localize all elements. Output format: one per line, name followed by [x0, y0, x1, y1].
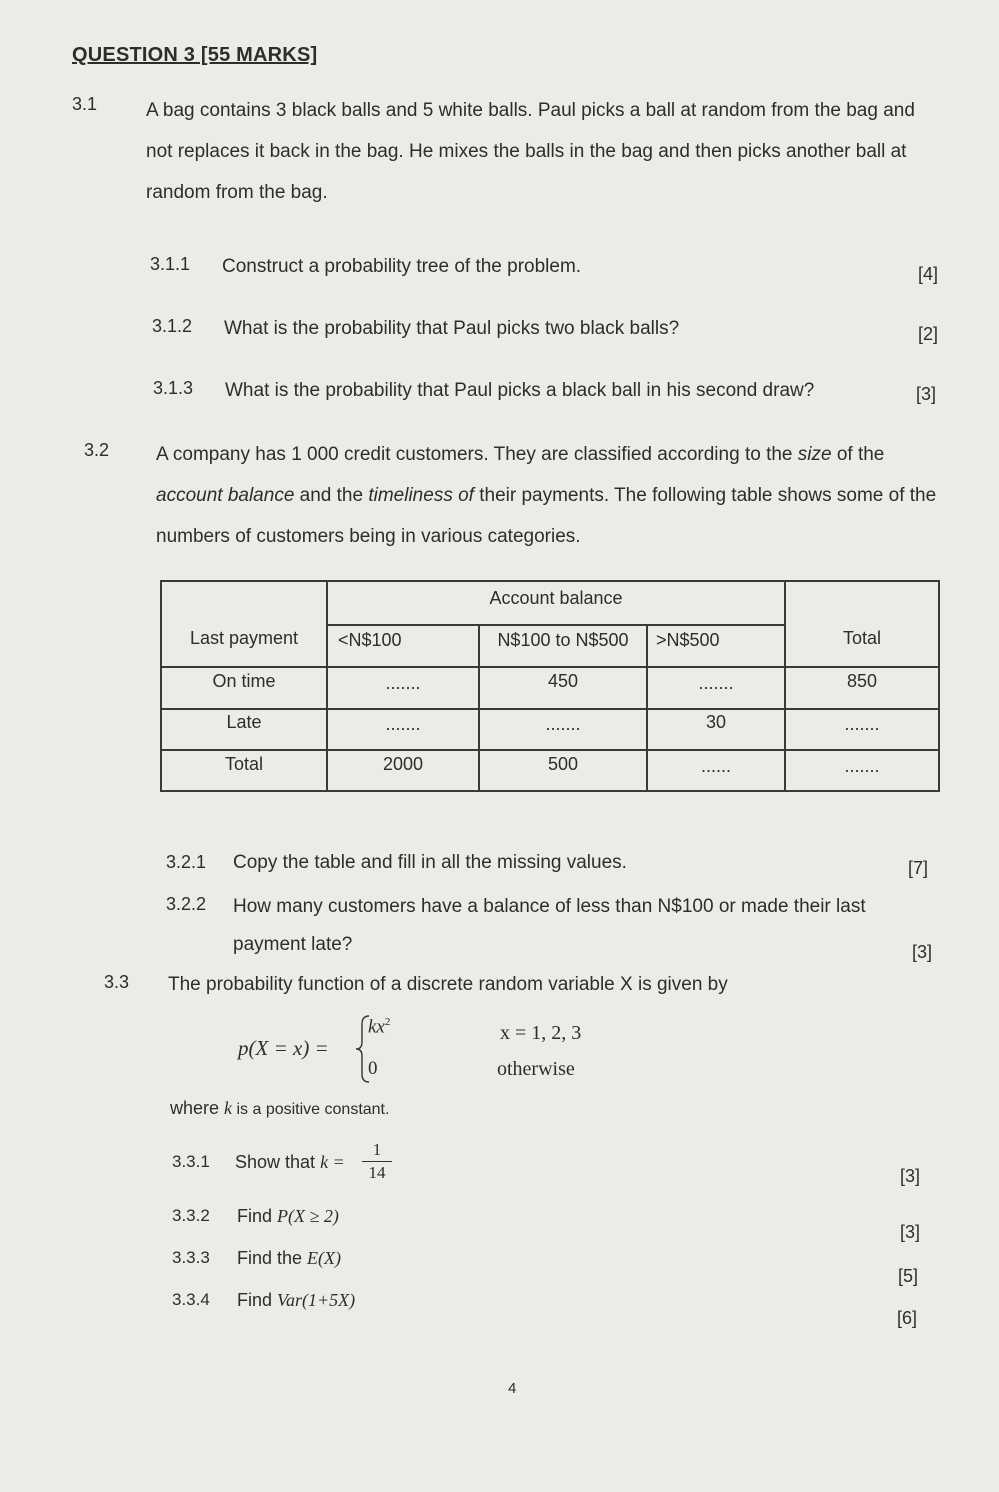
- where-text: where k is a positive constant.: [170, 1098, 390, 1118]
- subquestion-text: Find the E(X): [237, 1248, 342, 1268]
- fraction-numerator: 1: [372, 1140, 382, 1159]
- table-column-header: >N$500: [656, 630, 720, 650]
- marks: [7]: [908, 858, 929, 878]
- table-cell: .......: [698, 673, 734, 693]
- subquestion-text: What is the probability that Paul picks a black ball in his second draw?: [225, 380, 815, 401]
- question-number: 3.1: [72, 94, 98, 114]
- fraction: [362, 1140, 392, 1183]
- table-row-header: Last payment: [189, 628, 299, 648]
- table-row-label: Total: [224, 754, 264, 774]
- subquestion-text: Show that k =: [235, 1152, 345, 1172]
- subquestion-text: Construct a probability tree of the problem.: [222, 256, 582, 277]
- subquestion-text: How many customers have a balance of less than N$100 or made their last: [233, 896, 866, 917]
- subquestion-number: 3.3.4: [172, 1290, 210, 1309]
- subquestion-text: Find Var(1+5X): [237, 1290, 356, 1310]
- table-column-header: <N$100: [338, 630, 402, 650]
- subquestion-number: 3.3.1: [172, 1152, 210, 1171]
- table-cell: 450: [547, 671, 579, 691]
- subquestion-text-continued: payment late?: [233, 934, 353, 955]
- marks: [3]: [900, 1166, 921, 1186]
- table-cell: 500: [547, 754, 579, 774]
- question-text: The probability function of a discrete random variable X is given by: [168, 974, 728, 995]
- table-cell: .......: [545, 714, 581, 734]
- case2-expression: 0: [368, 1058, 378, 1079]
- question-number: 3.2: [84, 440, 110, 460]
- marks: [3]: [900, 1222, 921, 1242]
- case1-condition: x = 1, 2, 3: [500, 1022, 582, 1044]
- question-number: 3.3: [104, 972, 130, 992]
- table-cell: .......: [385, 673, 421, 693]
- page-number: 4: [508, 1380, 517, 1397]
- question-text: A company has 1 000 credit customers. They are classified according to the size of the account balance and the timeliness of their payments. The following table shows some of the numbers of customers being in various categories.: [156, 444, 937, 547]
- marks: [3]: [912, 942, 933, 962]
- marks: [3]: [916, 384, 937, 404]
- table-cell: ......: [700, 756, 731, 776]
- pmf-lhs: p(X = x) =: [238, 1036, 329, 1060]
- marks: [5]: [898, 1266, 919, 1286]
- table-cell: 2000: [382, 754, 424, 774]
- table-row-label: Late: [226, 712, 262, 732]
- customer-table: [160, 580, 940, 792]
- subquestion-text: Find P(X ≥ 2): [237, 1206, 339, 1226]
- subquestion-number: 3.1.3: [153, 378, 194, 398]
- marks: [6]: [897, 1308, 918, 1328]
- subquestion-number: 3.2.2: [166, 894, 207, 914]
- subquestion-number: 3.3.3: [172, 1248, 210, 1267]
- table-cell: 850: [846, 671, 878, 691]
- question-title: QUESTION 3 [55 MARKS]: [72, 44, 318, 66]
- table-cell: .......: [844, 714, 880, 734]
- subquestion-number: 3.2.1: [166, 852, 207, 872]
- table-cell: .......: [844, 756, 880, 776]
- subquestion-text: Copy the table and fill in all the missing values.: [233, 852, 627, 873]
- case1-expression: $kx^2$: [368, 1016, 391, 1038]
- subquestion-text: What is the probability that Paul picks two black balls?: [224, 318, 680, 339]
- table-group-header: Account balance: [489, 588, 623, 608]
- subquestion-number: 3.3.2: [172, 1206, 210, 1225]
- case2-condition: otherwise: [497, 1058, 575, 1080]
- table-column-header: N$100 to N$500: [497, 630, 629, 650]
- table-cell: .......: [385, 714, 421, 734]
- subquestion-number: 3.1.2: [152, 316, 193, 336]
- question-text: A bag contains 3 black balls and 5 white balls. Paul picks a ball at random from the bag and not replaces it back in the bag. He mixes the balls in the bag and then picks another ball at random from the bag.: [146, 100, 915, 203]
- subquestion-number: 3.1.1: [150, 254, 191, 274]
- table-row-label: On time: [212, 671, 276, 691]
- table-cell: 30: [705, 712, 727, 732]
- fraction-denominator: 14: [368, 1163, 386, 1182]
- table-total-header: Total: [842, 628, 882, 648]
- marks: [2]: [918, 324, 939, 344]
- marks: [4]: [918, 264, 939, 284]
